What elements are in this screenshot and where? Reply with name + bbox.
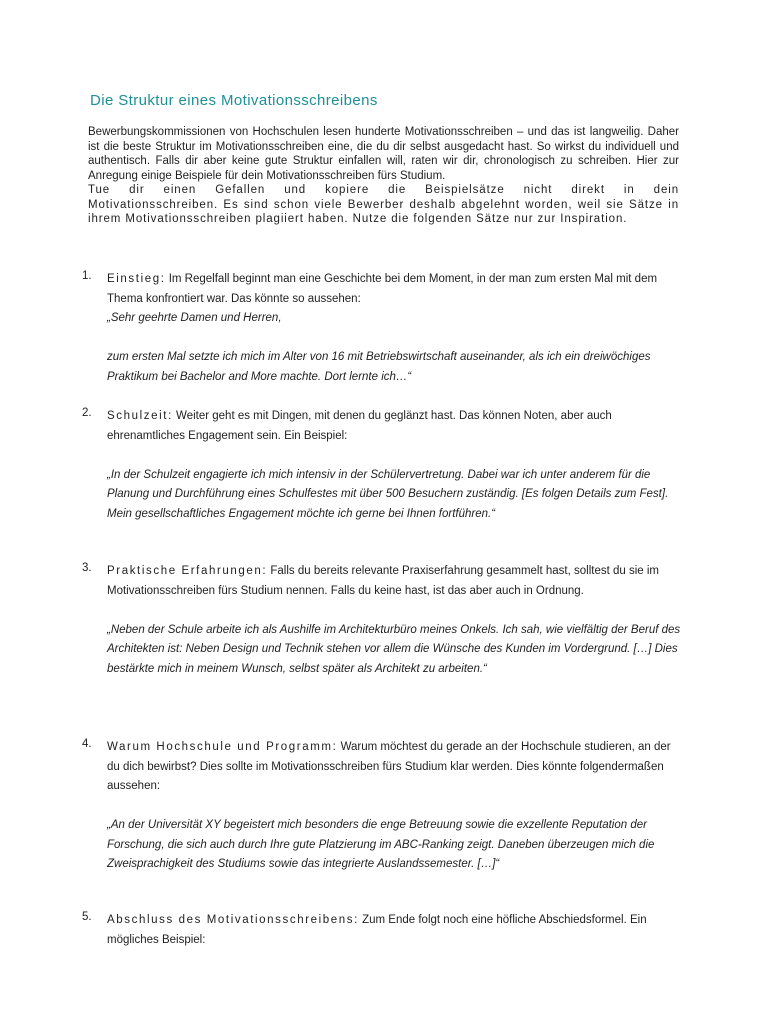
intro-section bbox=[88, 125, 679, 227]
item-quote: „An der Universität XY begeistert mich besonders die enge Betreuung sowie die exzellente Reputation der Forschung, die sich auch durch Ihre gute Platzierung im ABC-Ranking zeigt. Daneben überzeugen mich die Zweisprachigkeit des Studiums sowie das integrierte Auslandssemester. […]“ bbox=[107, 819, 655, 870]
page-title: Die Struktur eines Motivationsschreibens bbox=[90, 92, 378, 109]
item-heading: Warum Hochschule und Programm: bbox=[107, 741, 338, 753]
item-number: 1. bbox=[82, 270, 92, 282]
item-heading: Abschluss des Motivationsschreibens: bbox=[107, 914, 359, 926]
item-text: Warum möchtest du gerade an der Hochschule studieren, an der du dich bewirbst? Dies sollte im Motivationsschreiben fürs Studium klar werden. Dies könnte folgendermaßen aussehen: bbox=[107, 741, 671, 792]
intro-paragraph-2-first-line: Tue dir einen Gefallen und kopiere die Beispielsätze nicht direkt in dein bbox=[88, 184, 679, 196]
item-heading: Praktische Erfahrungen: bbox=[107, 565, 268, 577]
item-number: 5. bbox=[82, 911, 92, 923]
item-text: Im Regelfall beginnt man eine Geschichte bei dem Moment, in der man zum ersten Mal mit dem Thema konfrontiert war. Das könnte so aussehen: bbox=[107, 273, 658, 305]
item-heading: Einstieg: bbox=[107, 273, 166, 285]
item-quote: zum ersten Mal setzte ich mich im Alter von 16 mit Betriebswirtschaft auseinander, als ich ein dreiwöchiges Praktikum bei Bachelor and More machte. Dort lernte ich…“ bbox=[107, 351, 651, 383]
item-number: 4. bbox=[82, 738, 92, 750]
item-quote: „Neben der Schule arbeite ich als Aushilfe im Architekturbüro meines Onkels. Ich sah, wie vielfältig der Beruf des Architekten ist: Neben Design und Technik stehen vor allem die Wünsche des Kunden im Vordergrund. […] Dies bestärkte mich in meinem Wunsch, selbst später als Architekt zu arbeiten.“ bbox=[107, 623, 681, 675]
intro-paragraph-1: Bewerbungskommissionen von Hochschulen lesen hunderte Motivationsschreiben – und das ist langweilig. Daher ist die beste Struktur im Motivationsschreiben eine, die du dir selbst ausgedacht hast. So wirkst du individuell und authentisch. Falls dir aber keine gute Struktur einfallen will, raten wir dir, chronologisch zu schreiben. Hier zur Anregung einige Beispiele für dein Motivationsschreiben fürs Studium. bbox=[88, 126, 679, 182]
intro-paragraph-2: Motivationsschreiben. Es sind schon viele Bewerber deshalb abgelehnt worden, weil sie Sätze in ihrem Motivationsschreiben plagiiert haben. Nutze die folgenden Sätze nur zur Inspiration. bbox=[88, 198, 679, 225]
item-text: Zum Ende folgt noch eine höfliche Abschiedsformel. Ein mögliches Beispiel: bbox=[107, 914, 647, 946]
item-number: 2. bbox=[82, 407, 92, 419]
item-quote-salutation: „Sehr geehrte Damen und Herren, bbox=[107, 312, 282, 324]
item-text: Falls du bereits relevante Praxiserfahrung gesammelt hast, solltest du sie im Motivationsschreiben fürs Studium nennen. Falls du keine hast, ist das aber auch in Ordnung. bbox=[107, 565, 660, 597]
item-text: Weiter geht es mit Dingen, mit denen du geglänzt hast. Das können Noten, aber auch ehrenamtliches Engagement sein. Ein Beispiel: bbox=[107, 410, 612, 442]
item-heading: Schulzeit: bbox=[107, 410, 173, 422]
item-quote: „In der Schulzeit engagierte ich mich intensiv in der Schülervertretung. Dabei war ich unter anderem für die Planung und Durchführung eines Schulfestes mit über 500 Besuchern zuständig. [Es folgen Details zum Fest]. Mein gesellschaftliches Engagement möchte ich gerne bei Ihnen fortführen.“ bbox=[107, 468, 669, 520]
item-number: 3. bbox=[82, 562, 92, 574]
